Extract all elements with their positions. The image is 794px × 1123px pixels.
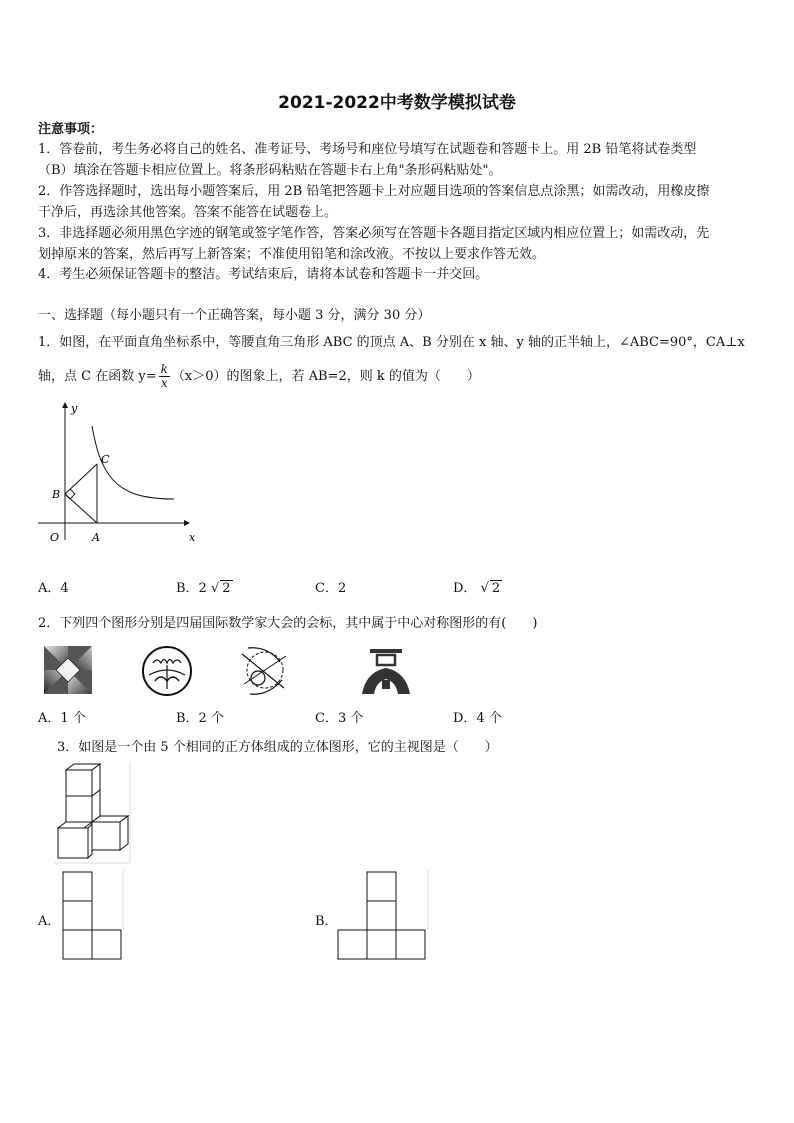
notice-line: 干净后，再选涂其他答案。答案不能答在试题卷上。 bbox=[38, 205, 338, 220]
point-c-label: C bbox=[101, 453, 110, 466]
fraction-denominator: x bbox=[160, 376, 168, 390]
q1-stem-line1: 1．如图，在平面直角坐标系中，等腰直角三角形 ABC 的顶点 A、B 分别在 x 轴、y 轴的正半轴上，∠ABC=90°，CA⊥x bbox=[38, 335, 745, 350]
notice-heading: 注意事项： bbox=[38, 122, 104, 137]
logo-arc bbox=[248, 648, 280, 662]
fraction-numerator: k bbox=[160, 362, 168, 376]
origin-label: O bbox=[50, 531, 60, 544]
square bbox=[367, 930, 396, 959]
square bbox=[63, 872, 92, 901]
q2-option-b: B．2 个 bbox=[176, 711, 224, 726]
q2-option-d: D．4 个 bbox=[453, 711, 502, 726]
notice-line: 4．考生必须保证答题卡的整洁。考试结束后，请将本试卷和答题卡一并交回。 bbox=[38, 267, 489, 282]
congress-logo-pinwheel bbox=[43, 645, 93, 695]
q3-option-b-label: B． bbox=[315, 914, 338, 929]
logo-roof bbox=[370, 649, 402, 653]
q2-stem: 2．下列四个图形分别是四届国际数学家大会的会标，其中属于中心对称图形的有( ) bbox=[38, 616, 538, 631]
q3-stem: 3．如图是一个由 5 个相同的正方体组成的立体图形，它的主视图是（ ） bbox=[57, 740, 498, 755]
cube-side-face bbox=[88, 824, 92, 858]
q1-option-c: C．2 bbox=[315, 581, 347, 596]
x-axis-label: x bbox=[189, 531, 196, 544]
x-axis-arrow bbox=[184, 520, 190, 526]
q1-option-b: B．2 √ 2 bbox=[176, 581, 231, 596]
option-d-prefix: D． bbox=[453, 581, 477, 596]
congress-logo-circle bbox=[141, 645, 193, 697]
notice-line: 划掉原来的答案，然后再写上新答案；不准使用铅笔和涂改液。不按以上要求作答无效。 bbox=[38, 247, 546, 262]
logo-frame bbox=[377, 655, 395, 665]
page-title: 2021-2022中考数学模拟试卷 bbox=[278, 93, 516, 113]
logo-center-block bbox=[382, 680, 390, 689]
q2-option-c: C．3 个 bbox=[315, 711, 364, 726]
square bbox=[338, 930, 367, 959]
logo-scallop bbox=[153, 660, 181, 664]
q3-cube-stack-figure bbox=[54, 762, 134, 864]
cube-front-face bbox=[58, 828, 88, 858]
cube-front-face bbox=[92, 822, 120, 850]
square bbox=[63, 930, 92, 959]
q3-option-a-figure bbox=[60, 870, 126, 962]
section-heading: 一、选择题（每小题只有一个正确答案，每小题 3 分，满分 30 分） bbox=[38, 308, 431, 323]
notice-line: 3．非选择题必须用黑色字迹的钢笔或签字笔作答，答案必须写在答题卡各题目指定区域内相应位置上；如需改动，先 bbox=[38, 226, 710, 241]
fraction-k-over-x bbox=[159, 363, 170, 390]
q3-option-a-label: A． bbox=[38, 914, 61, 929]
q1-coordinate-figure bbox=[34, 400, 204, 550]
y-axis-arrow bbox=[62, 402, 68, 408]
option-b-radicand: 2 bbox=[222, 581, 231, 596]
square bbox=[367, 872, 396, 901]
q1-stem-text: （x＞0）的图象上，若 AB=2，则 k 的值为（ ） bbox=[171, 369, 480, 384]
notice-line: 2．作答选择题时，选出每小题答案后，用 2B 铅笔把答题卡上对应题目选项的答案信息点涂黑；如需改动，用橡皮擦 bbox=[38, 184, 710, 199]
cube-front-face bbox=[66, 770, 92, 796]
square bbox=[396, 930, 425, 959]
cube-front-face bbox=[66, 796, 92, 822]
q1-stem-text: 轴，点 C 在函数 y= bbox=[38, 369, 157, 384]
congress-logo-spiral bbox=[238, 644, 290, 698]
q3-option-b-figure bbox=[336, 870, 432, 962]
square bbox=[92, 930, 121, 959]
square bbox=[367, 901, 396, 930]
point-b-label: B bbox=[52, 488, 61, 501]
q2-option-a: A．1 个 bbox=[38, 711, 86, 726]
notice-line: 1．答卷前，考生务必将自己的姓名、准考证号、考场号和座位号填写在试题卷和答题卡上。用 2B 铅笔将试卷类型 bbox=[38, 142, 697, 157]
option-d-radicand: 2 bbox=[491, 581, 501, 596]
q1-option-d: D． √ 2 bbox=[453, 581, 501, 596]
notice-line: （B）填涂在答题卡相应位置上。将条形码粘贴在答题卡右上角"条形码粘贴处"。 bbox=[38, 163, 502, 178]
y-axis-label: y bbox=[71, 402, 78, 415]
cube-top-face bbox=[58, 822, 92, 828]
segment-bc bbox=[65, 464, 97, 494]
q1-stem-line2 bbox=[38, 363, 480, 390]
q1-option-a: A．4 bbox=[38, 581, 69, 596]
right-angle-mark bbox=[65, 489, 75, 499]
cube-column bbox=[58, 764, 128, 858]
option-b-coefficient: B．2 bbox=[176, 581, 207, 596]
point-a-label: A bbox=[92, 531, 100, 544]
congress-logo-pagoda bbox=[358, 646, 414, 696]
square bbox=[63, 901, 92, 930]
cube-side-face bbox=[120, 816, 128, 850]
